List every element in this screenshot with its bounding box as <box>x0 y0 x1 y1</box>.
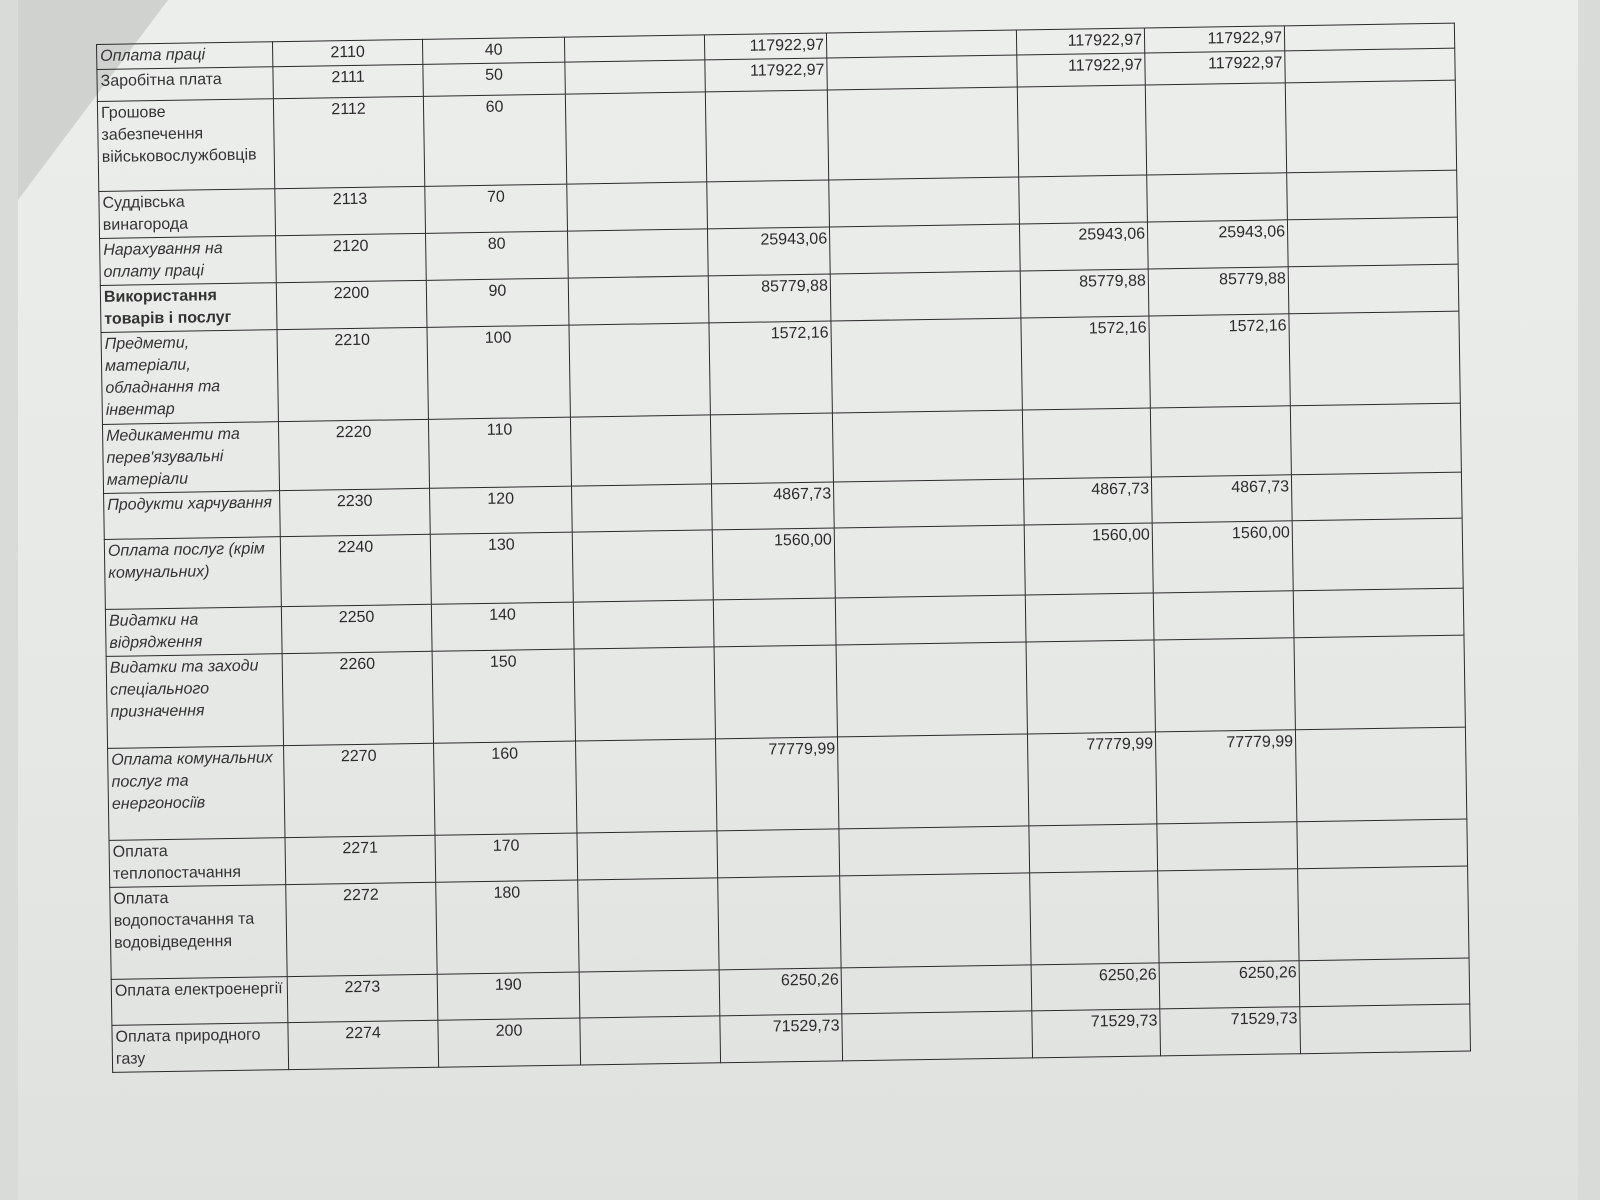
row-name-cell: Видатки на відрядження <box>105 607 282 657</box>
amount-cell-c9 <box>1291 472 1462 521</box>
amount-cell-c9 <box>1298 866 1469 961</box>
code-cell: 2260 <box>282 651 433 745</box>
amount-cell-c4 <box>578 878 719 972</box>
amount-cell-c9 <box>1292 518 1463 591</box>
amount-cell-c5: 117922,97 <box>704 33 826 60</box>
code-cell: 2230 <box>280 488 431 536</box>
amount-cell-c9 <box>1284 23 1454 51</box>
row-number-cell: 60 <box>423 94 566 186</box>
amount-cell-c8: 1572,16 <box>1149 314 1290 408</box>
code-cell: 2113 <box>275 186 426 235</box>
row-number-cell: 150 <box>432 649 575 743</box>
code-cell: 2112 <box>273 96 424 188</box>
row-name-cell: Використання товарів і послуг <box>100 283 277 333</box>
code-cell: 2120 <box>276 233 427 282</box>
amount-cell-c6 <box>837 734 1028 829</box>
amount-cell-c7 <box>1026 640 1155 734</box>
amount-cell-c7 <box>1025 593 1154 642</box>
amount-cell-c6 <box>826 30 1016 58</box>
amount-cell-c7: 25943,06 <box>1019 222 1148 271</box>
amount-cell-c8 <box>1145 83 1286 175</box>
row-name-cell: Заробітна плата <box>97 67 273 102</box>
row-name-cell: Оплата теплопостачання <box>109 838 286 888</box>
amount-cell-c6 <box>832 410 1023 482</box>
amount-cell-c7 <box>1017 85 1146 177</box>
amount-cell-c6 <box>834 525 1025 598</box>
code-cell: 2240 <box>280 534 431 606</box>
row-name-cell: Грошове забезпечення військовослужбовців <box>97 99 274 192</box>
amount-cell-c6 <box>839 826 1030 876</box>
code-cell: 2274 <box>288 1020 439 1069</box>
amount-cell-c9 <box>1293 588 1464 638</box>
amount-cell-c5: 1572,16 <box>709 321 832 415</box>
amount-cell-c9 <box>1295 727 1466 822</box>
row-name-cell: Нарахування на оплату праці <box>100 236 277 286</box>
amount-cell-c4 <box>573 600 714 649</box>
amount-cell-c4 <box>579 970 720 1018</box>
amount-cell-c8: 4867,73 <box>1151 475 1292 523</box>
amount-cell-c7: 1560,00 <box>1024 523 1153 595</box>
amount-cell-c4 <box>568 276 709 325</box>
amount-cell-c4 <box>569 323 710 417</box>
budget-table-body <box>97 23 1471 1072</box>
amount-cell-c5: 4867,73 <box>711 482 834 530</box>
amount-cell-c7: 6250,26 <box>1031 963 1160 1011</box>
amount-cell-c8: 117922,97 <box>1145 51 1285 85</box>
amount-cell-c8: 1560,00 <box>1152 521 1293 593</box>
row-number-cell: 120 <box>430 486 573 534</box>
amount-cell-c6 <box>835 595 1026 645</box>
row-name-cell: Видатки та заходи спеціального призначення <box>106 654 283 749</box>
code-cell: 2210 <box>277 327 428 421</box>
amount-cell-c7 <box>1022 408 1151 479</box>
amount-cell-c7 <box>1029 824 1158 873</box>
amount-cell-c4 <box>572 530 713 602</box>
amount-cell-c8 <box>1154 638 1295 732</box>
amount-cell-c7: 85779,88 <box>1020 269 1149 318</box>
amount-cell-c6 <box>830 271 1021 321</box>
code-cell: 2250 <box>281 604 432 653</box>
row-name-cell: Оплата комунальних послуг та енергоносіїв <box>108 746 285 841</box>
row-name-cell: Оплата природного газу <box>112 1023 289 1073</box>
amount-cell-c7 <box>1030 871 1159 965</box>
row-number-cell: 50 <box>423 62 565 96</box>
amount-cell-c9 <box>1297 819 1468 869</box>
amount-cell-c8: 117922,97 <box>1144 26 1284 53</box>
row-name-cell: Продукти харчування <box>104 491 281 540</box>
amount-cell-c9 <box>1287 217 1458 267</box>
code-cell: 2270 <box>284 743 435 837</box>
row-number-cell: 90 <box>426 278 569 327</box>
row-name-cell: Предмети, матеріали, обладнання та інвентар <box>101 330 278 425</box>
amount-cell-c6 <box>827 55 1017 90</box>
amount-cell-c5: 77779,99 <box>715 737 838 831</box>
code-cell: 2110 <box>272 39 422 66</box>
code-cell: 2272 <box>286 882 437 976</box>
amount-cell-c4 <box>564 35 704 62</box>
amount-cell-c7: 117922,97 <box>1017 53 1145 87</box>
amount-cell-c9 <box>1287 170 1458 220</box>
row-name-cell: Оплата праці <box>97 42 273 70</box>
amount-cell-c4 <box>580 1016 721 1065</box>
amount-cell-c6 <box>841 965 1032 1014</box>
amount-cell-c8: 6250,26 <box>1159 961 1300 1009</box>
amount-cell-c5: 71529,73 <box>720 1014 843 1063</box>
amount-cell-c7: 4867,73 <box>1023 477 1152 525</box>
amount-cell-c9 <box>1299 958 1470 1007</box>
row-number-cell: 130 <box>430 532 573 604</box>
row-number-cell: 70 <box>425 184 568 233</box>
amount-cell-c5: 1560,00 <box>712 528 835 600</box>
amount-cell-c9 <box>1288 264 1459 314</box>
amount-cell-c4 <box>570 415 711 486</box>
amount-cell-c5: 25943,06 <box>707 227 830 276</box>
amount-cell-c9 <box>1294 635 1465 730</box>
row-name-cell: Оплата електроенергії <box>111 977 288 1026</box>
amount-cell-c8: 77779,99 <box>1155 730 1296 824</box>
amount-cell-c6 <box>829 224 1020 274</box>
amount-cell-c4 <box>576 739 717 833</box>
amount-cell-c5 <box>707 180 830 229</box>
amount-cell-c5 <box>713 598 836 647</box>
amount-cell-c6 <box>836 642 1027 737</box>
amount-cell-c5 <box>717 829 840 878</box>
row-number-cell: 40 <box>422 37 564 64</box>
amount-cell-c4 <box>565 60 705 94</box>
row-name-cell: Оплата послуг (крім комунальних) <box>104 537 281 610</box>
amount-cell-c7: 77779,99 <box>1027 732 1156 826</box>
row-number-cell: 110 <box>428 417 571 488</box>
code-cell: 2220 <box>278 419 429 490</box>
row-number-cell: 170 <box>435 833 578 882</box>
amount-cell-c6 <box>840 873 1031 968</box>
amount-cell-c5 <box>718 876 841 970</box>
row-number-cell: 100 <box>427 325 570 419</box>
amount-cell-c4 <box>572 484 713 532</box>
amount-cell-c8 <box>1158 869 1299 963</box>
amount-cell-c4 <box>574 647 715 741</box>
amount-cell-c4 <box>567 229 708 278</box>
amount-cell-c8: 71529,73 <box>1160 1007 1301 1056</box>
amount-cell-c9 <box>1289 311 1460 406</box>
code-cell: 2200 <box>276 280 427 329</box>
row-name-cell: Оплата водопостачання та водовідведення <box>110 885 287 980</box>
amount-cell-c5: 117922,97 <box>705 58 827 92</box>
row-name-cell: Медикаменти та перев'язувальні матеріали <box>102 422 279 494</box>
amount-cell-c8 <box>1157 822 1298 871</box>
amount-cell-c6 <box>827 87 1018 180</box>
amount-cell-c7: 117922,97 <box>1016 28 1144 55</box>
code-cell: 2273 <box>287 974 438 1022</box>
amount-cell-c4 <box>565 92 706 184</box>
amount-cell-c8 <box>1153 591 1294 640</box>
row-number-cell: 190 <box>437 972 580 1020</box>
code-cell: 2271 <box>285 835 436 884</box>
row-number-cell: 80 <box>426 231 569 280</box>
amount-cell-c8 <box>1147 173 1288 222</box>
row-number-cell: 180 <box>436 880 579 974</box>
amount-cell-c9 <box>1285 80 1456 173</box>
amount-cell-c5: 6250,26 <box>719 968 842 1016</box>
amount-cell-c9 <box>1300 1004 1471 1054</box>
amount-cell-c8 <box>1150 406 1291 477</box>
amount-cell-c6 <box>833 479 1024 528</box>
amount-cell-c8: 25943,06 <box>1147 220 1288 269</box>
amount-cell-c8: 85779,88 <box>1148 267 1289 316</box>
budget-table <box>96 23 1471 1073</box>
amount-cell-c5 <box>714 645 837 739</box>
amount-cell-c5 <box>710 413 833 484</box>
amount-cell-c9 <box>1285 48 1455 83</box>
budget-table-sheet <box>96 23 1471 1073</box>
amount-cell-c7 <box>1019 175 1148 224</box>
amount-cell-c6 <box>829 177 1020 227</box>
row-number-cell: 200 <box>438 1018 581 1067</box>
amount-cell-c7: 1572,16 <box>1021 316 1150 410</box>
amount-cell-c6 <box>842 1011 1033 1061</box>
amount-cell-c5: 85779,88 <box>708 274 831 323</box>
amount-cell-c7: 71529,73 <box>1032 1009 1161 1058</box>
code-cell: 2111 <box>273 64 423 98</box>
amount-cell-c5 <box>705 90 828 182</box>
amount-cell-c9 <box>1290 403 1461 475</box>
amount-cell-c4 <box>567 182 708 231</box>
amount-cell-c6 <box>831 318 1022 413</box>
row-name-cell: Суддівська винагорода <box>99 189 276 239</box>
row-number-cell: 160 <box>434 741 577 835</box>
amount-cell-c4 <box>577 831 718 880</box>
row-number-cell: 140 <box>431 602 574 651</box>
